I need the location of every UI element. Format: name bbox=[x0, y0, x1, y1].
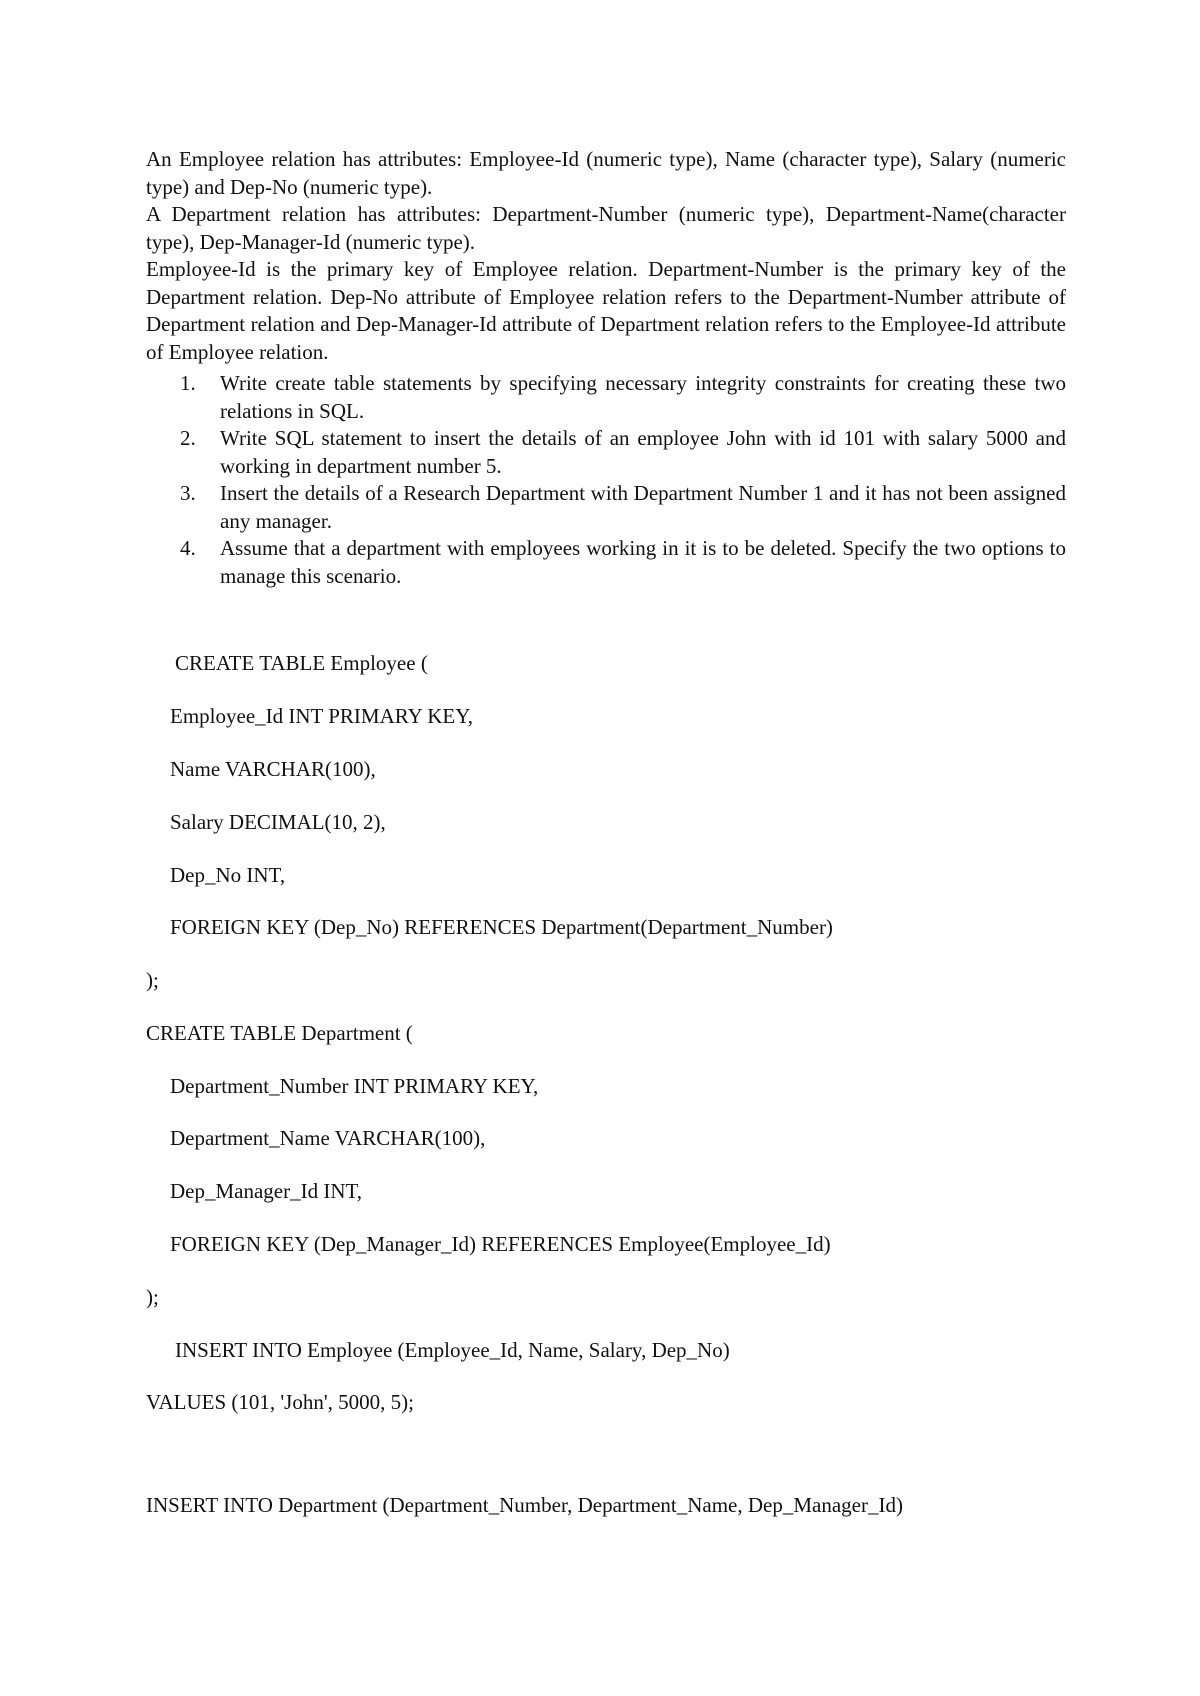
question-text: Assume that a department with employees working in it is to be deleted. Specify the two options to manage this scenario. bbox=[220, 536, 1066, 588]
code-line: Dep_No INT, bbox=[170, 863, 286, 887]
code-line: ); bbox=[146, 1285, 159, 1309]
question-text: Insert the details of a Research Department with Department Number 1 and it has not been assigned any manager. bbox=[220, 481, 1066, 533]
question-text: Write create table statements by specifying necessary integrity constraints for creating these two relations in SQL. bbox=[220, 371, 1066, 423]
intro-paragraph-employee: An Employee relation has attributes: Employee-Id (numeric type), Name (character type), Salary (numeric type) and Dep-No (numeric type). bbox=[146, 147, 1066, 199]
intro-paragraph-department: A Department relation has attributes: Department-Number (numeric type), Department-Name(character type), Dep-Manager-Id (numeric type). bbox=[146, 202, 1066, 254]
intro-paragraph-keys: Employee-Id is the primary key of Employee relation. Department-Number is the primary key of the Department relation. Dep-No attribute of Employee relation refers to the Department-Number attribute of Department relation and Dep-Manager-Id attribute of Department relation refers to the Employee-Id attribute of Employee relation. bbox=[146, 257, 1066, 364]
question-number: 1. bbox=[180, 371, 196, 395]
code-line: Employee_Id INT PRIMARY KEY, bbox=[170, 704, 473, 728]
code-line: FOREIGN KEY (Dep_Manager_Id) REFERENCES Employee(Employee_Id) bbox=[170, 1232, 831, 1256]
code-line: CREATE TABLE Department ( bbox=[146, 1021, 413, 1045]
code-line: Department_Number INT PRIMARY KEY, bbox=[170, 1074, 539, 1098]
code-line: INSERT INTO Department (Department_Number, Department_Name, Dep_Manager_Id) bbox=[146, 1493, 903, 1517]
code-line: CREATE TABLE Employee ( bbox=[175, 651, 428, 675]
question-number: 4. bbox=[180, 536, 196, 560]
question-text: Write SQL statement to insert the details of an employee John with id 101 with salary 5000 and working in department number 5. bbox=[220, 426, 1066, 478]
question-list bbox=[146, 370, 1066, 590]
code-line: Department_Name VARCHAR(100), bbox=[170, 1126, 486, 1150]
code-line: Salary DECIMAL(10, 2), bbox=[170, 810, 386, 834]
code-line: VALUES (101, 'John', 5000, 5); bbox=[146, 1390, 414, 1414]
question-item bbox=[146, 370, 1066, 425]
question-number: 2. bbox=[180, 426, 196, 450]
question-item bbox=[146, 480, 1066, 535]
code-line: Dep_Manager_Id INT, bbox=[170, 1179, 363, 1203]
code-line: Name VARCHAR(100), bbox=[170, 757, 376, 781]
question-number: 3. bbox=[180, 481, 196, 505]
question-item bbox=[146, 425, 1066, 480]
code-line: FOREIGN KEY (Dep_No) REFERENCES Department(Department_Number) bbox=[170, 915, 833, 939]
question-item bbox=[146, 535, 1066, 590]
code-line: INSERT INTO Employee (Employee_Id, Name, Salary, Dep_No) bbox=[175, 1338, 730, 1362]
code-line: ); bbox=[146, 968, 159, 992]
